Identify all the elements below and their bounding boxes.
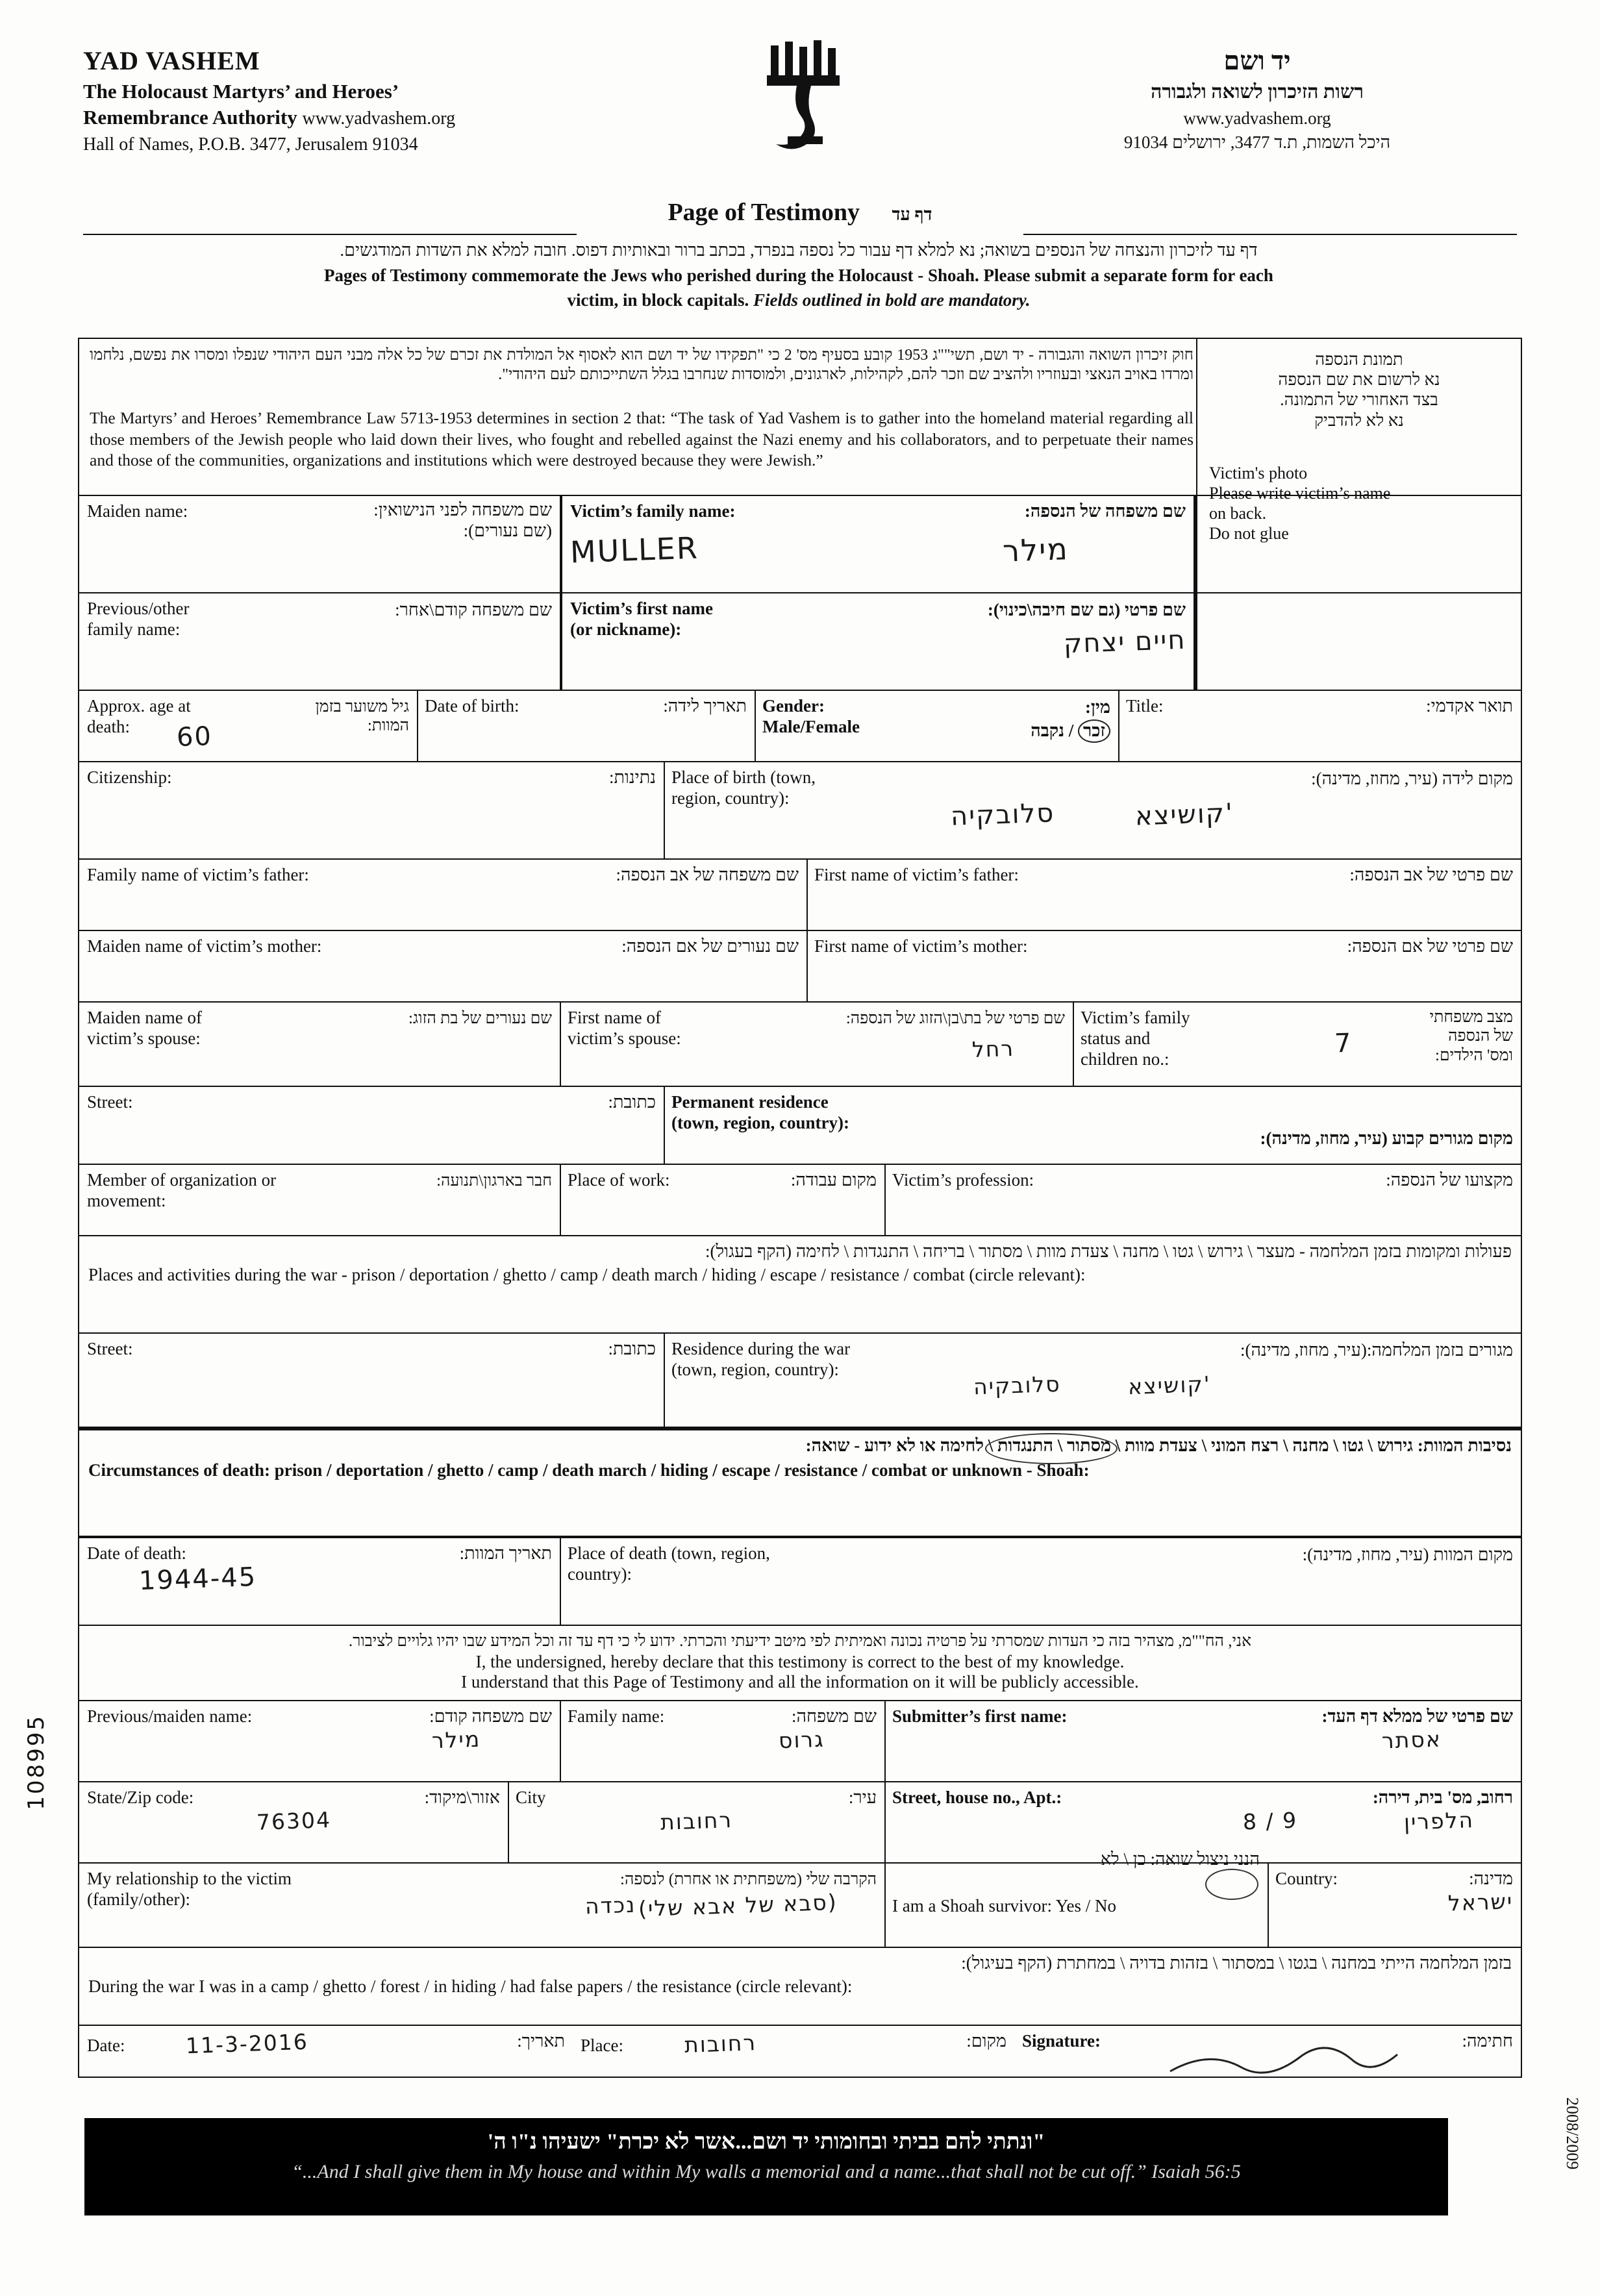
relationship-value-2: (סבא של אבא שלי) — [638, 1889, 838, 1922]
age-label-he-1: גיל משוער בזמן — [315, 697, 409, 716]
war-residence-value-1: סלובקיה — [973, 1371, 1061, 1399]
war-activities-label-en: Places and activities during the war - prison / deportation / ghetto / camp / death march / hiding / escape / resistance / combat (circle relevant): — [88, 1264, 1086, 1284]
sub-prev-value: מילר — [431, 1726, 481, 1754]
death-circumstances-label-he: נסיבות המוות: גירוש \ גטו \ מחנה \ רצח המוני \ צעדת מוות \ מסתור \ התנגדות \ לחימה או לא ידוע - שואה: — [805, 1436, 1512, 1455]
place-value: רחובות — [684, 2030, 757, 2058]
photo-area-mid — [1196, 593, 1521, 690]
sub-family-label-en: Family name: — [568, 1706, 665, 1726]
row-submitter-names — [79, 1701, 1521, 1782]
during-war-label-he: בזמן המלחמה הייתי במחנה \ בגטו \ במסתור \ בזהות בדויה \ במחתרת (הקף בעיגול): — [961, 1953, 1512, 1973]
form-body — [78, 338, 1522, 2078]
org-address-he: היכל השמות, ת.ד 3477, ירושלים 91034 — [1123, 132, 1391, 152]
row-submitter-address — [79, 1782, 1521, 1864]
row-war-residence — [79, 1334, 1521, 1428]
field-previous-family-name[interactable] — [79, 593, 560, 690]
field-profession[interactable] — [884, 1165, 1521, 1235]
father-family-label-en: Family name of victim’s father: — [87, 865, 309, 884]
intro-en-1: Pages of Testimony commemorate the Jews who perished during the Holocaust - Shoah. Please submit a separate form for each — [324, 265, 1273, 285]
war-residence-label-en-2: (town, region, country): — [671, 1359, 839, 1379]
family-status-label-en-2: status and — [1081, 1028, 1151, 1048]
gender-options-he: / נקבה — [1031, 721, 1074, 740]
sub-family-value: גרוס — [778, 1726, 825, 1754]
field-submitter-first-name[interactable] — [884, 1701, 1521, 1781]
sub-family-label-he: שם משפחה: — [792, 1706, 877, 1726]
victim-family-name-label-en: Victim’s family name: — [570, 501, 736, 521]
war-residence-label-en-1: Residence during the war — [671, 1339, 851, 1358]
family-status-label-he-3: ומס' הילדים: — [1435, 1046, 1513, 1064]
workplace-label-en: Place of work: — [568, 1170, 670, 1190]
city-label-en: City — [516, 1788, 546, 1807]
war-residence-value-2: קושיצא' — [1127, 1371, 1212, 1399]
age-label-he-2: המוות: — [367, 717, 409, 735]
zip-value: 76304 — [255, 1806, 332, 1835]
place-label-he: מקום: — [966, 2031, 1006, 2051]
header-english-block — [83, 45, 668, 155]
father-first-label-en: First name of victim’s father: — [814, 865, 1019, 884]
title-label-he: תואר אקדמי: — [1426, 696, 1513, 716]
row-circumstances-of-death[interactable] — [79, 1428, 1521, 1538]
field-street[interactable] — [79, 1087, 664, 1164]
header-divider-left — [83, 234, 577, 235]
pod-label-en-1: Place of death (town, region, — [568, 1543, 770, 1563]
street-no-value: 8 / 9 — [1242, 1807, 1298, 1835]
law-text-he: חוק זיכרון השואה והגבורה - יד ושם, תשי""ג 1953 קובע בסעיף מס' 2 כי "תפקידו של יד ושם הוא לאסוף אל המולדת את זכרם של כל אלה מבני העם היהודי שנפלו ומסרו את נפשם, נלחמו ומרדו באויב הנאצי ובעוזריו ולהציב שם וזכר להם, לקהילות, לארגונים, ולמוסדות שנחרבו בגלל השתייכותם לעם היהודי". — [90, 347, 1194, 383]
row-org-work-profession — [79, 1165, 1521, 1236]
mother-maiden-label-en: Maiden name of victim’s mother: — [87, 936, 322, 956]
war-street-label-en: Street: — [87, 1339, 133, 1358]
row-during-war[interactable] — [79, 1948, 1521, 2026]
age-value: 60 — [176, 721, 213, 753]
declaration-block — [79, 1626, 1521, 1701]
residence-label-en-1: Permanent residence — [671, 1092, 829, 1112]
date-label-en: Date: — [87, 2036, 125, 2055]
header-hebrew-block — [997, 45, 1517, 153]
gender-label-en-1: Gender: — [762, 696, 825, 716]
org-label-he: חבר בארגון\תנועה: — [436, 1171, 552, 1190]
spouse-maiden-label-en-1: Maiden name of — [87, 1008, 202, 1027]
mother-maiden-label-he: שם נעורים של אם הנספה: — [621, 936, 799, 956]
dod-value: 1944-45 — [138, 1562, 257, 1597]
war-street-label-he: כתובת: — [608, 1339, 656, 1358]
family-status-label-en-1: Victim’s family — [1081, 1008, 1190, 1027]
city-label-he: עיר: — [848, 1788, 877, 1807]
maiden-name-label-he2: (שם נעורים): — [463, 520, 552, 540]
field-title[interactable] — [1118, 691, 1521, 761]
date-value: 11-3-2016 — [185, 2028, 309, 2059]
footer-quote-banner — [84, 2118, 1448, 2215]
previous-name-label-he: שם משפחה קודם\אחר: — [395, 599, 552, 619]
field-place[interactable] — [573, 2026, 1014, 2097]
row-father — [79, 860, 1521, 931]
citizenship-label-he: נתינות: — [609, 767, 656, 787]
org-address-en: Hall of Names, P.O.B. 3477, Jerusalem 91034 — [83, 134, 418, 155]
field-mother-maiden-name[interactable] — [79, 931, 806, 1001]
row-death-date-place — [79, 1538, 1521, 1626]
spouse-first-label-en-2: victim’s spouse: — [568, 1028, 681, 1048]
workplace-label-he: מקום עבודה: — [790, 1170, 877, 1190]
quote-en: “...And I shall give them in My house and within My walls a memorial and a name...that shall not be cut off.” Isaiah 56:5 — [292, 2161, 1241, 2182]
gender-option-male[interactable]: זכר — [1078, 719, 1110, 743]
yad-vashem-logo — [748, 39, 865, 175]
field-country[interactable] — [1268, 1864, 1521, 1947]
field-citizenship[interactable] — [79, 762, 664, 858]
citizenship-label-en: Citizenship: — [87, 767, 172, 787]
intro-en-2: victim, in block capitals. — [567, 290, 749, 310]
street-no-label-en: Street, house no., Apt.: — [892, 1788, 1062, 1807]
sub-prev-label-en: Previous/maiden name: — [87, 1706, 253, 1726]
org-name-en: YAD VASHEM — [83, 46, 260, 75]
victim-family-name-value-he: מילר — [1002, 531, 1069, 569]
photo-area-top — [1196, 496, 1521, 592]
archive-code: 108995 — [23, 1714, 49, 1810]
org-name-he: יד ושם — [1223, 46, 1291, 75]
field-gender[interactable] — [755, 691, 1118, 761]
row-citizenship-birthplace — [79, 762, 1521, 860]
spouse-maiden-label-he: שם נעורים של בת הזוג: — [408, 1009, 552, 1027]
field-signature[interactable] — [1014, 2026, 1521, 2097]
field-zip[interactable] — [79, 1782, 508, 1862]
death-circumstances-label-en: Circumstances of death: prison / deportation / ghetto / camp / death march / hiding / escape / resistance / combat or unknown - Shoah: — [88, 1460, 1090, 1480]
pob-value-1: סלובקיה — [950, 797, 1055, 832]
spouse-maiden-label-en-2: victim’s spouse: — [87, 1028, 201, 1048]
pob-label-en-2: region, country): — [671, 788, 790, 808]
circled-mass-murder-option[interactable] — [985, 1433, 1118, 1464]
signature-label-he: חתימה: — [1462, 2031, 1513, 2051]
relationship-label-he: הקרבה שלי (משפחתית או אחרת) לנספה: — [620, 1870, 877, 1888]
row-permanent-residence — [79, 1087, 1521, 1165]
form-code: 2008/2009 — [1563, 2097, 1582, 2170]
field-spouse-first-name[interactable] — [560, 1003, 1073, 1086]
intro-he: דף עד לזיכרון והנצחה של הנספים בשואה; נא למלא דף עבור כל נספה בנפרד, בכתב ברור ובאותיות דפוס. חובה למלא את השדות המודגשים. — [340, 240, 1258, 260]
field-permanent-residence[interactable] — [664, 1087, 1521, 1164]
field-victim-family-name[interactable] — [560, 496, 1196, 592]
street-label-he: כתובת: — [608, 1092, 656, 1112]
profession-label-he: מקצועו של הנספה: — [1386, 1170, 1513, 1190]
mother-first-label-he: שם פרטי של אם הנספה: — [1347, 936, 1513, 956]
row-war-activities[interactable] — [79, 1236, 1521, 1334]
field-submitter-family-name[interactable] — [560, 1701, 884, 1781]
victim-first-name-label-he: שם פרטי (גם שם חיבה\כינוי): — [987, 599, 1186, 619]
family-status-label-he-1: מצב משפחתי — [1429, 1008, 1513, 1026]
org-subtitle-en-2: Remembrance Authority — [83, 106, 297, 129]
residence-label-en-2: (town, region, country): — [671, 1112, 849, 1132]
sub-prev-label-he: שם משפחה קודם: — [429, 1706, 552, 1726]
father-first-label-he: שם פרטי של אב הנספה: — [1349, 865, 1513, 884]
field-mother-first-name[interactable] — [806, 931, 1521, 1001]
field-survivor[interactable] — [884, 1849, 1268, 1947]
org-subtitle-en-1: The Holocaust Martyrs’ and Heroes’ — [83, 80, 399, 103]
row-family-names — [79, 496, 1521, 593]
signature-mark — [1164, 2044, 1436, 2083]
relationship-label-en-2: (family/other): — [87, 1889, 190, 1909]
victim-first-name-value: חיים יצחק — [1062, 625, 1186, 659]
family-status-value: 7 — [1333, 1028, 1353, 1059]
during-war-label-en: During the war I was in a camp / ghetto / forest / in hiding / had false papers / the resistance (circle relevant): — [88, 1976, 853, 1996]
relationship-label-en-1: My relationship to the victim — [87, 1869, 292, 1888]
law-text-en: The Martyrs’ and Heroes’ Remembrance Law 5713-1953 determines in section 2 that: “The task of Yad Vashem is to gather into the homeland material regarding all those members of the Jewish people who laid down their lives, who fought and rebelled against the Nazi enemy and his collaborators, and to perpetuate their names and those of the communities, organizations and institutions which were destroyed because they were Jewish.” — [90, 408, 1194, 470]
survivor-label-en: I am a Shoah survivor: Yes / No — [892, 1896, 1116, 1915]
page-title-en: Page of Testimony — [668, 199, 860, 226]
spouse-first-label-he: שם פרטי של בת\בן\הזוג של הנספה: — [845, 1009, 1065, 1027]
row-first-names — [79, 593, 1521, 691]
city-value: רחובות — [659, 1806, 733, 1835]
field-father-family-name[interactable] — [79, 860, 806, 930]
field-father-first-name[interactable] — [806, 860, 1521, 930]
field-maiden-name[interactable] — [79, 496, 560, 592]
victim-first-name-label-en-2: (or nickname): — [570, 619, 682, 639]
org-label-en-2: movement: — [87, 1190, 166, 1210]
pob-label-he: מקום לידה (עיר, מחוז, מדינה): — [1311, 768, 1513, 788]
sub-first-value: אסתר — [1381, 1726, 1442, 1754]
family-status-label-he-2: של הנספה — [1448, 1027, 1513, 1045]
maiden-name-label-en: Maiden name: — [87, 501, 188, 521]
street-label-en: Street: — [87, 1092, 133, 1112]
field-war-street[interactable] — [79, 1334, 664, 1427]
pod-label-en-2: country): — [568, 1564, 632, 1584]
previous-name-label-en-1: Previous/other — [87, 599, 190, 618]
signature-label-en: Signature: — [1022, 2031, 1101, 2051]
field-date-of-birth[interactable] — [417, 691, 755, 761]
field-place-of-birth[interactable] — [664, 762, 1521, 858]
field-submitter-previous-name[interactable] — [79, 1701, 560, 1781]
previous-name-label-en-2: family name: — [87, 619, 181, 639]
pob-value-2: קושיצא' — [1134, 797, 1234, 832]
field-victim-first-name[interactable] — [560, 593, 1196, 690]
victim-family-name-label-he: שם משפחה של הנספה: — [1024, 501, 1186, 521]
field-war-residence[interactable] — [664, 1334, 1521, 1427]
circled-survivor-no[interactable] — [1205, 1869, 1258, 1900]
field-family-status[interactable] — [1073, 1003, 1521, 1086]
field-place-of-work[interactable] — [560, 1165, 884, 1235]
row-date-place-signature — [79, 2026, 1521, 2097]
zip-label-he: אזור\מיקוד: — [424, 1788, 500, 1807]
maiden-name-label-he: שם משפחה לפני הנישואין: — [373, 499, 552, 519]
country-label-en: Country: — [1275, 1869, 1338, 1888]
field-relationship[interactable] — [79, 1864, 884, 1947]
field-organization[interactable] — [79, 1165, 560, 1235]
title-label-en: Title: — [1126, 696, 1164, 716]
war-residence-label-he: מגורים בזמן המלחמה:(עיר, מחוז, מדינה): — [1240, 1340, 1513, 1360]
street-no-label-he: רחוב, מס' בית, דירה: — [1372, 1788, 1513, 1807]
profession-label-en: Victim’s profession: — [892, 1170, 1034, 1190]
intro-block — [84, 239, 1513, 312]
dod-label-he: תאריך המוות: — [459, 1543, 552, 1563]
spouse-first-value: רחל — [971, 1035, 1015, 1063]
spouse-first-label-en-1: First name of — [568, 1008, 661, 1027]
gender-label-he: מין: — [1085, 697, 1110, 717]
header-divider-right — [1023, 234, 1517, 235]
declaration-en-2: I understand that this Page of Testimony and all the information on it will be publicly accessible. — [461, 1672, 1139, 1691]
dob-label-he: תאריך לידה: — [663, 696, 747, 716]
org-url-he: www.yadvashem.org — [1183, 108, 1331, 128]
pob-label-en-1: Place of birth (town, — [671, 767, 816, 787]
date-label-he: תאריך: — [517, 2031, 565, 2051]
sub-first-label-en: Submitter’s first name: — [892, 1706, 1068, 1726]
declaration-he: אני, הח""מ, מצהיר בזה כי העדות שמסרתי על פרטיה נכונה ואמיתית לפי מיטב ידיעתי והכרתי. ידוע לי כי דף עד זה וכל המידע שבו יהיו גלויים לציבור. — [348, 1632, 1252, 1650]
gender-label-en-2: Male/Female — [762, 716, 860, 736]
page-title-he: דף עד — [892, 205, 932, 224]
mother-first-label-en: First name of victim’s mother: — [814, 936, 1028, 956]
field-date-of-death[interactable] — [79, 1538, 560, 1625]
country-label-he: מדינה: — [1469, 1869, 1513, 1888]
row-relationship-survivor-country — [79, 1849, 1521, 1948]
father-family-label-he: שם משפחה של אב הנספה: — [616, 865, 799, 884]
row-mother — [79, 931, 1521, 1003]
org-label-en-1: Member of organization or — [87, 1170, 277, 1190]
row-spouse-status — [79, 1003, 1521, 1087]
page-title — [0, 198, 1600, 227]
age-label-en-2: death: — [87, 716, 130, 736]
quote-he: "ונתתי להם בביתי ובחומותי יד ושם...אשר לא יכרת" ישעיהו נ"ו ה' — [487, 2130, 1045, 2154]
sub-first-label-he: שם פרטי של ממלא דף העד: — [1321, 1706, 1513, 1726]
dob-label-en: Date of birth: — [425, 696, 519, 716]
zip-label-en: State/Zip code: — [87, 1788, 194, 1807]
survivor-label-he: הנני ניצול שואה: כן \ לא — [1100, 1849, 1260, 1869]
residence-label-he: מקום מגורים קבוע (עיר, מחוז, מדינה): — [1260, 1128, 1513, 1148]
country-value: ישראל — [1447, 1888, 1514, 1916]
age-label-en-1: Approx. age at — [87, 696, 191, 716]
place-label-en: Place: — [581, 2036, 623, 2055]
field-date[interactable] — [79, 2026, 573, 2097]
intro-en-3: Fields outlined in bold are mandatory. — [753, 290, 1031, 310]
org-url-en: www.yadvashem.org — [302, 108, 456, 129]
street-no-value-2: הלפרין — [1403, 1806, 1475, 1835]
field-city[interactable] — [508, 1782, 884, 1862]
field-spouse-maiden-name[interactable] — [79, 1003, 560, 1086]
family-status-label-en-3: children no.: — [1081, 1049, 1169, 1069]
dod-label-en: Date of death: — [87, 1543, 186, 1563]
pod-label-he: מקום המוות (עיר, מחוז, מדינה): — [1302, 1544, 1513, 1564]
declaration-en-1: I, the undersigned, hereby declare that this testimony is correct to the best of my knowledge. — [475, 1652, 1125, 1671]
war-activities-label-he: פעולות ומקומות בזמן המלחמה - מעצר \ גירוש \ גטו \ מחנה \ צעדת מוות \ מסתור \ בריחה \ התנגדות \ לחימה (הקף בעגול): — [705, 1242, 1512, 1261]
victim-family-name-value: MULLER — [569, 530, 699, 570]
field-approx-age[interactable] — [79, 691, 417, 761]
relationship-value: נכדה — [584, 1891, 637, 1919]
field-place-of-death[interactable] — [560, 1538, 1521, 1625]
photo-placeholder: תמונת הנספה נא לרשום את שם הנספה בצד האחורי של התמונה. נא לא להדביק Victim's photo Please write victim’s name on back. Do not glue — [1196, 339, 1521, 495]
org-subtitle-he: רשות הזיכרון לשואה ולגבורה — [1151, 81, 1364, 103]
row-age-dob-gender-title — [79, 691, 1521, 762]
victim-first-name-label-en-1: Victim’s first name — [570, 599, 713, 618]
